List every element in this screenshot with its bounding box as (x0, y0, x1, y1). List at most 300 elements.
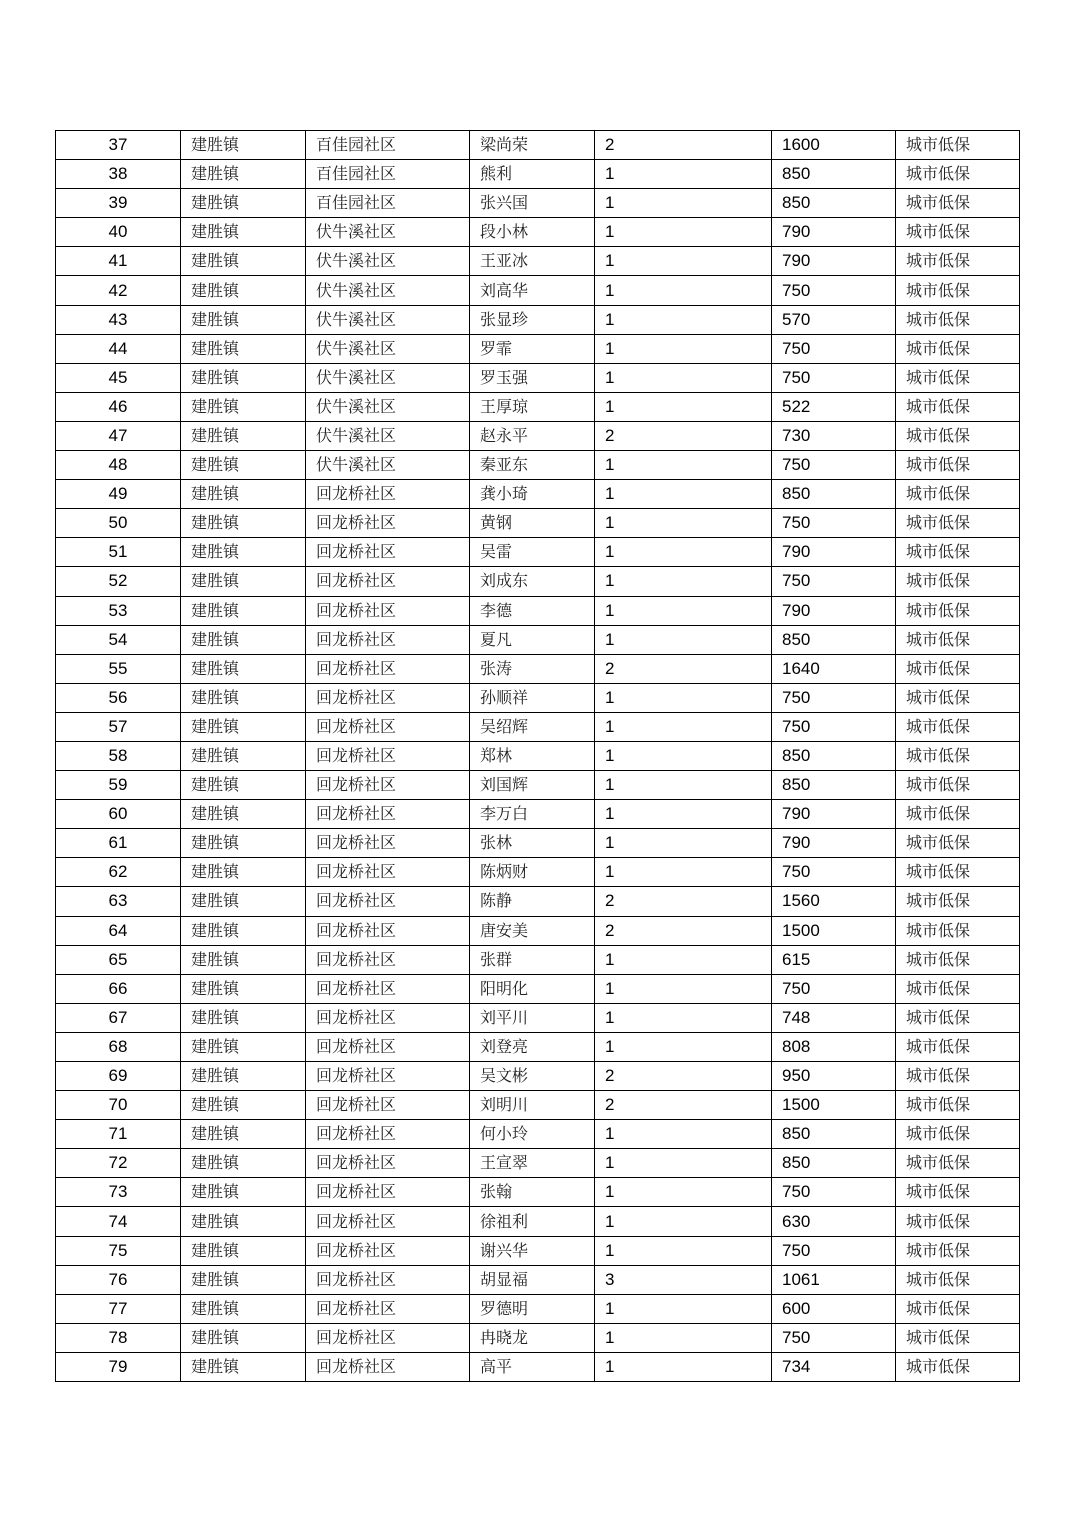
table-row (56, 392, 1020, 421)
amount-cell: 790 (772, 800, 896, 829)
town-cell: 建胜镇 (181, 131, 306, 160)
town-cell: 建胜镇 (181, 392, 306, 421)
table-row (56, 334, 1020, 363)
name-cell: 梁尚荣 (470, 131, 595, 160)
town-cell: 建胜镇 (181, 654, 306, 683)
name-cell: 秦亚东 (470, 451, 595, 480)
category-cell: 城市低保 (896, 509, 1020, 538)
town-cell: 建胜镇 (181, 683, 306, 712)
community-cell: 回龙桥社区 (306, 1062, 470, 1091)
town-cell: 建胜镇 (181, 625, 306, 654)
row-index-cell: 58 (56, 741, 181, 770)
table-row (56, 771, 1020, 800)
table-row (56, 567, 1020, 596)
row-index-cell: 43 (56, 305, 181, 334)
amount-cell: 1500 (772, 1091, 896, 1120)
table-row (56, 451, 1020, 480)
table-row (56, 1352, 1020, 1381)
town-cell: 建胜镇 (181, 305, 306, 334)
household-size-cell: 1 (595, 945, 772, 974)
name-cell: 张涛 (470, 654, 595, 683)
community-cell: 百佳园社区 (306, 131, 470, 160)
category-cell: 城市低保 (896, 1120, 1020, 1149)
amount-cell: 570 (772, 305, 896, 334)
household-size-cell: 1 (595, 741, 772, 770)
amount-cell: 750 (772, 509, 896, 538)
amount-cell: 748 (772, 1003, 896, 1032)
town-cell: 建胜镇 (181, 858, 306, 887)
community-cell: 回龙桥社区 (306, 712, 470, 741)
name-cell: 罗霏 (470, 334, 595, 363)
amount-cell: 850 (772, 189, 896, 218)
row-index-cell: 44 (56, 334, 181, 363)
category-cell: 城市低保 (896, 131, 1020, 160)
town-cell: 建胜镇 (181, 1352, 306, 1381)
community-cell: 回龙桥社区 (306, 945, 470, 974)
town-cell: 建胜镇 (181, 887, 306, 916)
amount-cell: 1061 (772, 1265, 896, 1294)
category-cell: 城市低保 (896, 858, 1020, 887)
row-index-cell: 54 (56, 625, 181, 654)
category-cell: 城市低保 (896, 421, 1020, 450)
row-index-cell: 66 (56, 974, 181, 1003)
household-size-cell: 1 (595, 276, 772, 305)
row-index-cell: 48 (56, 451, 181, 480)
table-row (56, 625, 1020, 654)
category-cell: 城市低保 (896, 945, 1020, 974)
category-cell: 城市低保 (896, 596, 1020, 625)
table-row (56, 305, 1020, 334)
category-cell: 城市低保 (896, 1323, 1020, 1352)
household-size-cell: 1 (595, 974, 772, 1003)
row-index-cell: 76 (56, 1265, 181, 1294)
town-cell: 建胜镇 (181, 1003, 306, 1032)
amount-cell: 950 (772, 1062, 896, 1091)
amount-cell: 850 (772, 1120, 896, 1149)
row-index-cell: 56 (56, 683, 181, 712)
name-cell: 张翰 (470, 1178, 595, 1207)
household-size-cell: 1 (595, 1120, 772, 1149)
community-cell: 回龙桥社区 (306, 858, 470, 887)
category-cell: 城市低保 (896, 1207, 1020, 1236)
name-cell: 徐祖利 (470, 1207, 595, 1236)
community-cell: 回龙桥社区 (306, 480, 470, 509)
community-cell: 百佳园社区 (306, 160, 470, 189)
row-index-cell: 55 (56, 654, 181, 683)
name-cell: 王厚琼 (470, 392, 595, 421)
amount-cell: 750 (772, 1236, 896, 1265)
name-cell: 吴雷 (470, 538, 595, 567)
row-index-cell: 47 (56, 421, 181, 450)
community-cell: 伏牛溪社区 (306, 218, 470, 247)
table-row (56, 131, 1020, 160)
table-body (56, 131, 1020, 1382)
amount-cell: 1600 (772, 131, 896, 160)
community-cell: 回龙桥社区 (306, 509, 470, 538)
row-index-cell: 68 (56, 1032, 181, 1061)
category-cell: 城市低保 (896, 683, 1020, 712)
household-size-cell: 1 (595, 712, 772, 741)
row-index-cell: 37 (56, 131, 181, 160)
name-cell: 陈炳财 (470, 858, 595, 887)
town-cell: 建胜镇 (181, 1032, 306, 1061)
community-cell: 回龙桥社区 (306, 1032, 470, 1061)
town-cell: 建胜镇 (181, 1265, 306, 1294)
name-cell: 郑林 (470, 741, 595, 770)
community-cell: 回龙桥社区 (306, 1091, 470, 1120)
community-cell: 回龙桥社区 (306, 1003, 470, 1032)
amount-cell: 790 (772, 596, 896, 625)
household-size-cell: 2 (595, 916, 772, 945)
category-cell: 城市低保 (896, 334, 1020, 363)
name-cell: 龚小琦 (470, 480, 595, 509)
community-cell: 回龙桥社区 (306, 625, 470, 654)
row-index-cell: 46 (56, 392, 181, 421)
community-cell: 伏牛溪社区 (306, 276, 470, 305)
row-index-cell: 57 (56, 712, 181, 741)
household-size-cell: 1 (595, 334, 772, 363)
category-cell: 城市低保 (896, 741, 1020, 770)
name-cell: 夏凡 (470, 625, 595, 654)
name-cell: 何小玲 (470, 1120, 595, 1149)
household-size-cell: 1 (595, 1207, 772, 1236)
table-row (56, 1003, 1020, 1032)
amount-cell: 522 (772, 392, 896, 421)
household-size-cell: 1 (595, 771, 772, 800)
town-cell: 建胜镇 (181, 712, 306, 741)
household-size-cell: 1 (595, 189, 772, 218)
row-index-cell: 51 (56, 538, 181, 567)
row-index-cell: 45 (56, 363, 181, 392)
row-index-cell: 71 (56, 1120, 181, 1149)
amount-cell: 750 (772, 363, 896, 392)
row-index-cell: 49 (56, 480, 181, 509)
name-cell: 刘国辉 (470, 771, 595, 800)
amount-cell: 750 (772, 712, 896, 741)
amount-cell: 790 (772, 829, 896, 858)
category-cell: 城市低保 (896, 363, 1020, 392)
household-size-cell: 1 (595, 800, 772, 829)
household-size-cell: 1 (595, 363, 772, 392)
row-index-cell: 61 (56, 829, 181, 858)
community-cell: 回龙桥社区 (306, 1149, 470, 1178)
household-size-cell: 1 (595, 1003, 772, 1032)
row-index-cell: 79 (56, 1352, 181, 1381)
category-cell: 城市低保 (896, 1294, 1020, 1323)
category-cell: 城市低保 (896, 974, 1020, 1003)
category-cell: 城市低保 (896, 1062, 1020, 1091)
category-cell: 城市低保 (896, 567, 1020, 596)
row-index-cell: 39 (56, 189, 181, 218)
row-index-cell: 67 (56, 1003, 181, 1032)
table-row (56, 800, 1020, 829)
household-size-cell: 1 (595, 392, 772, 421)
name-cell: 熊利 (470, 160, 595, 189)
household-size-cell: 1 (595, 218, 772, 247)
name-cell: 罗德明 (470, 1294, 595, 1323)
household-size-cell: 1 (595, 480, 772, 509)
name-cell: 吴文彬 (470, 1062, 595, 1091)
amount-cell: 750 (772, 334, 896, 363)
table-row (56, 596, 1020, 625)
town-cell: 建胜镇 (181, 741, 306, 770)
community-cell: 百佳园社区 (306, 189, 470, 218)
amount-cell: 790 (772, 247, 896, 276)
household-size-cell: 2 (595, 131, 772, 160)
category-cell: 城市低保 (896, 538, 1020, 567)
row-index-cell: 70 (56, 1091, 181, 1120)
community-cell: 回龙桥社区 (306, 596, 470, 625)
table-row (56, 160, 1020, 189)
name-cell: 阳明化 (470, 974, 595, 1003)
household-size-cell: 1 (595, 1294, 772, 1323)
name-cell: 王宣翠 (470, 1149, 595, 1178)
community-cell: 回龙桥社区 (306, 538, 470, 567)
table-row (56, 247, 1020, 276)
table-row (56, 276, 1020, 305)
category-cell: 城市低保 (896, 916, 1020, 945)
name-cell: 张群 (470, 945, 595, 974)
category-cell: 城市低保 (896, 1352, 1020, 1381)
row-index-cell: 78 (56, 1323, 181, 1352)
town-cell: 建胜镇 (181, 480, 306, 509)
amount-cell: 850 (772, 480, 896, 509)
community-cell: 回龙桥社区 (306, 741, 470, 770)
table-row (56, 218, 1020, 247)
category-cell: 城市低保 (896, 771, 1020, 800)
row-index-cell: 73 (56, 1178, 181, 1207)
table-row (56, 1236, 1020, 1265)
amount-cell: 750 (772, 1323, 896, 1352)
town-cell: 建胜镇 (181, 974, 306, 1003)
category-cell: 城市低保 (896, 189, 1020, 218)
town-cell: 建胜镇 (181, 567, 306, 596)
table-row (56, 480, 1020, 509)
category-cell: 城市低保 (896, 625, 1020, 654)
community-cell: 伏牛溪社区 (306, 421, 470, 450)
name-cell: 胡显福 (470, 1265, 595, 1294)
community-cell: 回龙桥社区 (306, 654, 470, 683)
amount-cell: 1640 (772, 654, 896, 683)
town-cell: 建胜镇 (181, 160, 306, 189)
row-index-cell: 42 (56, 276, 181, 305)
household-size-cell: 1 (595, 858, 772, 887)
community-cell: 回龙桥社区 (306, 800, 470, 829)
name-cell: 吴绍辉 (470, 712, 595, 741)
community-cell: 回龙桥社区 (306, 1207, 470, 1236)
community-cell: 回龙桥社区 (306, 567, 470, 596)
row-index-cell: 52 (56, 567, 181, 596)
household-size-cell: 2 (595, 1091, 772, 1120)
row-index-cell: 65 (56, 945, 181, 974)
name-cell: 李德 (470, 596, 595, 625)
table-row (56, 945, 1020, 974)
amount-cell: 734 (772, 1352, 896, 1381)
town-cell: 建胜镇 (181, 916, 306, 945)
amount-cell: 600 (772, 1294, 896, 1323)
name-cell: 高平 (470, 1352, 595, 1381)
community-cell: 回龙桥社区 (306, 1178, 470, 1207)
amount-cell: 750 (772, 451, 896, 480)
category-cell: 城市低保 (896, 712, 1020, 741)
row-index-cell: 50 (56, 509, 181, 538)
name-cell: 刘登亮 (470, 1032, 595, 1061)
table-row (56, 1207, 1020, 1236)
community-cell: 回龙桥社区 (306, 1265, 470, 1294)
category-cell: 城市低保 (896, 392, 1020, 421)
category-cell: 城市低保 (896, 1236, 1020, 1265)
amount-cell: 808 (772, 1032, 896, 1061)
amount-cell: 1500 (772, 916, 896, 945)
community-cell: 回龙桥社区 (306, 1120, 470, 1149)
community-cell: 回龙桥社区 (306, 1323, 470, 1352)
category-cell: 城市低保 (896, 451, 1020, 480)
community-cell: 回龙桥社区 (306, 1352, 470, 1381)
row-index-cell: 59 (56, 771, 181, 800)
town-cell: 建胜镇 (181, 1062, 306, 1091)
table-row (56, 509, 1020, 538)
community-cell: 伏牛溪社区 (306, 392, 470, 421)
category-cell: 城市低保 (896, 218, 1020, 247)
table-row (56, 1323, 1020, 1352)
name-cell: 唐安美 (470, 916, 595, 945)
name-cell: 孙顺祥 (470, 683, 595, 712)
table-row (56, 363, 1020, 392)
household-size-cell: 1 (595, 625, 772, 654)
household-size-cell: 2 (595, 421, 772, 450)
amount-cell: 750 (772, 276, 896, 305)
amount-cell: 850 (772, 160, 896, 189)
name-cell: 李万白 (470, 800, 595, 829)
town-cell: 建胜镇 (181, 1149, 306, 1178)
table-row (56, 421, 1020, 450)
name-cell: 刘高华 (470, 276, 595, 305)
town-cell: 建胜镇 (181, 829, 306, 858)
name-cell: 谢兴华 (470, 1236, 595, 1265)
amount-cell: 750 (772, 567, 896, 596)
category-cell: 城市低保 (896, 480, 1020, 509)
household-size-cell: 1 (595, 160, 772, 189)
town-cell: 建胜镇 (181, 538, 306, 567)
table-row (56, 741, 1020, 770)
town-cell: 建胜镇 (181, 1178, 306, 1207)
household-size-cell: 3 (595, 1265, 772, 1294)
table-row (56, 1120, 1020, 1149)
name-cell: 王亚冰 (470, 247, 595, 276)
town-cell: 建胜镇 (181, 800, 306, 829)
row-index-cell: 53 (56, 596, 181, 625)
row-index-cell: 63 (56, 887, 181, 916)
table-row (56, 1178, 1020, 1207)
category-cell: 城市低保 (896, 1032, 1020, 1061)
row-index-cell: 40 (56, 218, 181, 247)
household-size-cell: 1 (595, 509, 772, 538)
category-cell: 城市低保 (896, 247, 1020, 276)
amount-cell: 790 (772, 218, 896, 247)
name-cell: 张显珍 (470, 305, 595, 334)
town-cell: 建胜镇 (181, 334, 306, 363)
table-row (56, 974, 1020, 1003)
row-index-cell: 72 (56, 1149, 181, 1178)
community-cell: 回龙桥社区 (306, 1294, 470, 1323)
household-size-cell: 1 (595, 1323, 772, 1352)
name-cell: 张林 (470, 829, 595, 858)
category-cell: 城市低保 (896, 800, 1020, 829)
household-size-cell: 1 (595, 1149, 772, 1178)
town-cell: 建胜镇 (181, 451, 306, 480)
household-size-cell: 1 (595, 1032, 772, 1061)
community-cell: 回龙桥社区 (306, 683, 470, 712)
name-cell: 段小林 (470, 218, 595, 247)
name-cell: 陈静 (470, 887, 595, 916)
name-cell: 刘成东 (470, 567, 595, 596)
household-size-cell: 1 (595, 538, 772, 567)
amount-cell: 730 (772, 421, 896, 450)
category-cell: 城市低保 (896, 160, 1020, 189)
community-cell: 伏牛溪社区 (306, 247, 470, 276)
category-cell: 城市低保 (896, 1091, 1020, 1120)
row-index-cell: 60 (56, 800, 181, 829)
row-index-cell: 69 (56, 1062, 181, 1091)
town-cell: 建胜镇 (181, 1236, 306, 1265)
category-cell: 城市低保 (896, 1003, 1020, 1032)
amount-cell: 850 (772, 771, 896, 800)
household-size-cell: 1 (595, 567, 772, 596)
town-cell: 建胜镇 (181, 1091, 306, 1120)
category-cell: 城市低保 (896, 276, 1020, 305)
table-row (56, 683, 1020, 712)
name-cell: 罗玉强 (470, 363, 595, 392)
category-cell: 城市低保 (896, 887, 1020, 916)
community-cell: 伏牛溪社区 (306, 451, 470, 480)
amount-cell: 750 (772, 858, 896, 887)
name-cell: 张兴国 (470, 189, 595, 218)
table-row (56, 654, 1020, 683)
table-row (56, 1294, 1020, 1323)
row-index-cell: 64 (56, 916, 181, 945)
town-cell: 建胜镇 (181, 1294, 306, 1323)
row-index-cell: 62 (56, 858, 181, 887)
community-cell: 伏牛溪社区 (306, 334, 470, 363)
row-index-cell: 77 (56, 1294, 181, 1323)
town-cell: 建胜镇 (181, 189, 306, 218)
row-index-cell: 41 (56, 247, 181, 276)
town-cell: 建胜镇 (181, 1207, 306, 1236)
community-cell: 回龙桥社区 (306, 829, 470, 858)
table-row (56, 887, 1020, 916)
household-size-cell: 1 (595, 247, 772, 276)
household-size-cell: 1 (595, 596, 772, 625)
name-cell: 刘明川 (470, 1091, 595, 1120)
category-cell: 城市低保 (896, 305, 1020, 334)
town-cell: 建胜镇 (181, 1120, 306, 1149)
table-row (56, 538, 1020, 567)
community-cell: 回龙桥社区 (306, 771, 470, 800)
category-cell: 城市低保 (896, 1178, 1020, 1207)
household-size-cell: 1 (595, 1236, 772, 1265)
town-cell: 建胜镇 (181, 509, 306, 538)
row-index-cell: 38 (56, 160, 181, 189)
row-index-cell: 74 (56, 1207, 181, 1236)
row-index-cell: 75 (56, 1236, 181, 1265)
table-row (56, 1032, 1020, 1061)
town-cell: 建胜镇 (181, 218, 306, 247)
town-cell: 建胜镇 (181, 945, 306, 974)
town-cell: 建胜镇 (181, 596, 306, 625)
household-size-cell: 1 (595, 451, 772, 480)
table-row (56, 858, 1020, 887)
town-cell: 建胜镇 (181, 276, 306, 305)
